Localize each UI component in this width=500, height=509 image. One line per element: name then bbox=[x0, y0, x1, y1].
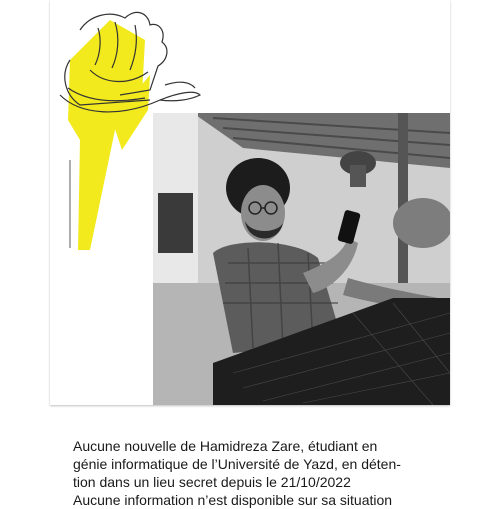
doorway bbox=[158, 193, 193, 253]
yellow-arm-shape bbox=[68, 20, 145, 250]
caption-line-1: Aucune nouvelle de Hamidreza Zare, étudiant en bbox=[73, 438, 378, 454]
caption-text bbox=[73, 437, 445, 509]
photo-scene bbox=[153, 113, 450, 405]
caption-line-4: Aucune information n’est disponible sur sa situation bbox=[73, 492, 393, 508]
caption-line-2: génie informatique de l’Université de Yazd, en déten- bbox=[73, 456, 401, 472]
caption-line-3: tion dans un lieu secret depuis le 21/10/2022 bbox=[73, 474, 351, 490]
poster-card bbox=[50, 0, 450, 405]
portrait-photo bbox=[153, 113, 450, 405]
